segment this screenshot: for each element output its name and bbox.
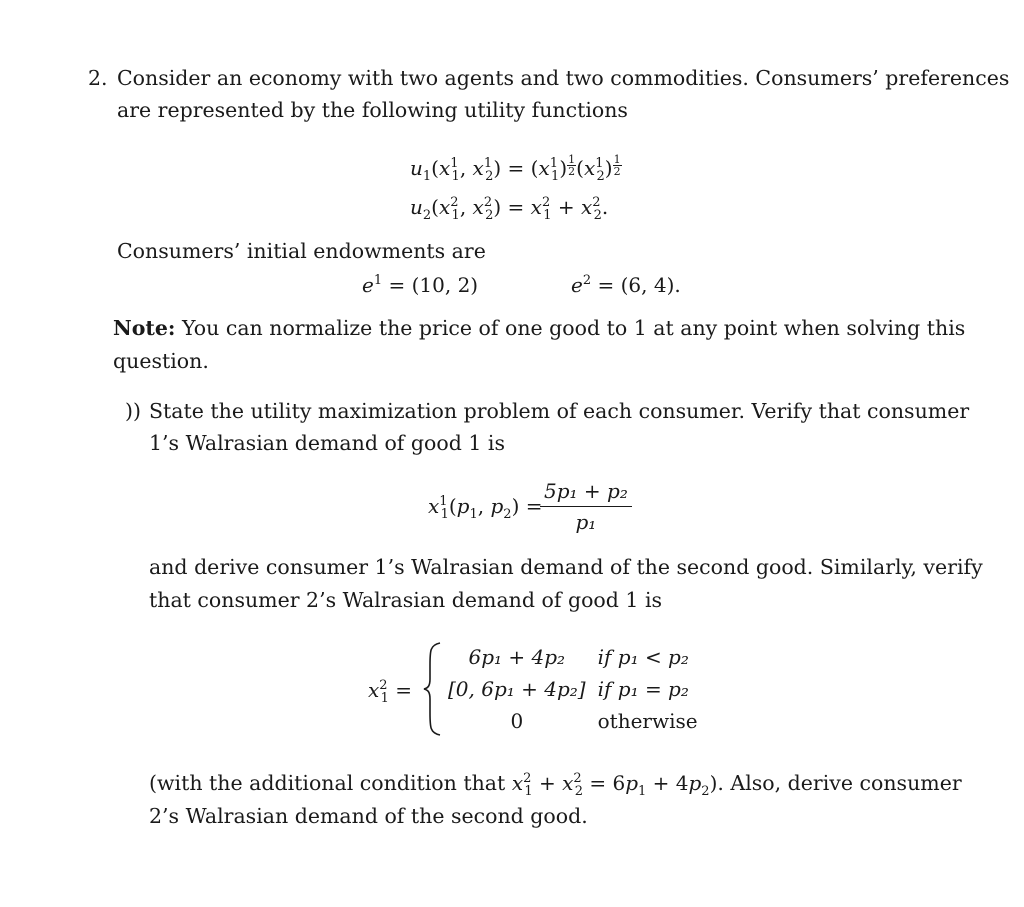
note-line-1 <box>113 316 965 340</box>
case-2-value: [0, 6p₁ + 4p₂] <box>448 677 586 701</box>
part-line-6: 2’s Walrasian demand of the second good. <box>149 804 588 828</box>
problem-number: 2. <box>88 66 108 90</box>
intro-line-1: Consider an economy with two agents and two commodities. Consumers’ preferences <box>117 66 1010 90</box>
demand-consumer-2-lhs: $x^2_1$ = <box>368 678 412 706</box>
demand-consumer-1-lhs: $x^1_1(p_1$, $p_2$) = <box>428 494 543 522</box>
part-line-3: and derive consumer 1’s Walrasian demand of the second good. Similarly, verify <box>149 555 983 579</box>
endowment-2: $e^2 = (6$, 4). <box>571 273 681 297</box>
part-line-5-end: . Also, derive consumer <box>717 771 962 795</box>
note-text: You can normalize the price of one good to 1 at any point when solving this <box>182 316 966 340</box>
part-line-5: (with the additional condition that $x^2_1 + x^2_2 = 6p_1 + 4p_2$). Also, derive consumer <box>149 771 962 799</box>
demand-consumer-1-fraction <box>540 479 632 534</box>
case-row <box>448 643 698 675</box>
case-row <box>448 675 698 707</box>
left-brace <box>422 641 444 737</box>
endowment-1: $e^1 = (10$, 2) <box>362 273 479 297</box>
case-3-value: 0 <box>510 709 524 733</box>
note-label: Note: <box>113 316 176 340</box>
intro-line-2: are represented by the following utility functions <box>117 98 628 122</box>
demand-1-numerator: 5p₁ + p₂ <box>540 479 632 507</box>
utility-function-2: $u_2(x^2_1$, $x^2_2) = x^2_1 + x^2_2$. <box>410 195 609 223</box>
demand-1-denominator: p₁ <box>575 510 597 534</box>
part-line-5-start: (with the additional condition that <box>149 771 506 795</box>
part-line-2: 1’s Walrasian demand of good 1 is <box>149 431 505 455</box>
part-line-4: that consumer 2’s Walrasian demand of good 1 is <box>149 588 663 612</box>
endowments-label: Consumers’ initial endowments are <box>117 239 486 263</box>
piecewise-cases <box>448 643 698 735</box>
endowment-1-value: = (10, 2) <box>388 273 479 297</box>
part-marker: )) <box>125 399 141 423</box>
case-2-condition: if p₁ = p₂ <box>597 677 689 701</box>
note-line-2: question. <box>113 349 209 373</box>
case-row <box>448 707 698 735</box>
endowment-2-value: = (6, 4). <box>597 273 681 297</box>
case-1-value: 6p₁ + 4p₂ <box>468 645 566 669</box>
case-3-condition: otherwise <box>597 709 698 733</box>
case-1-condition: if p₁ < p₂ <box>597 645 689 669</box>
part-line-1: State the utility maximization problem of each consumer. Verify that consumer <box>149 399 970 423</box>
utility-function-1: $u_1(x^1_1$, $x^1_2) = (x^1_1)$ $\frac{1}{2}$ $(x^1_2)$ $\frac{1}{2}$ <box>410 153 621 184</box>
